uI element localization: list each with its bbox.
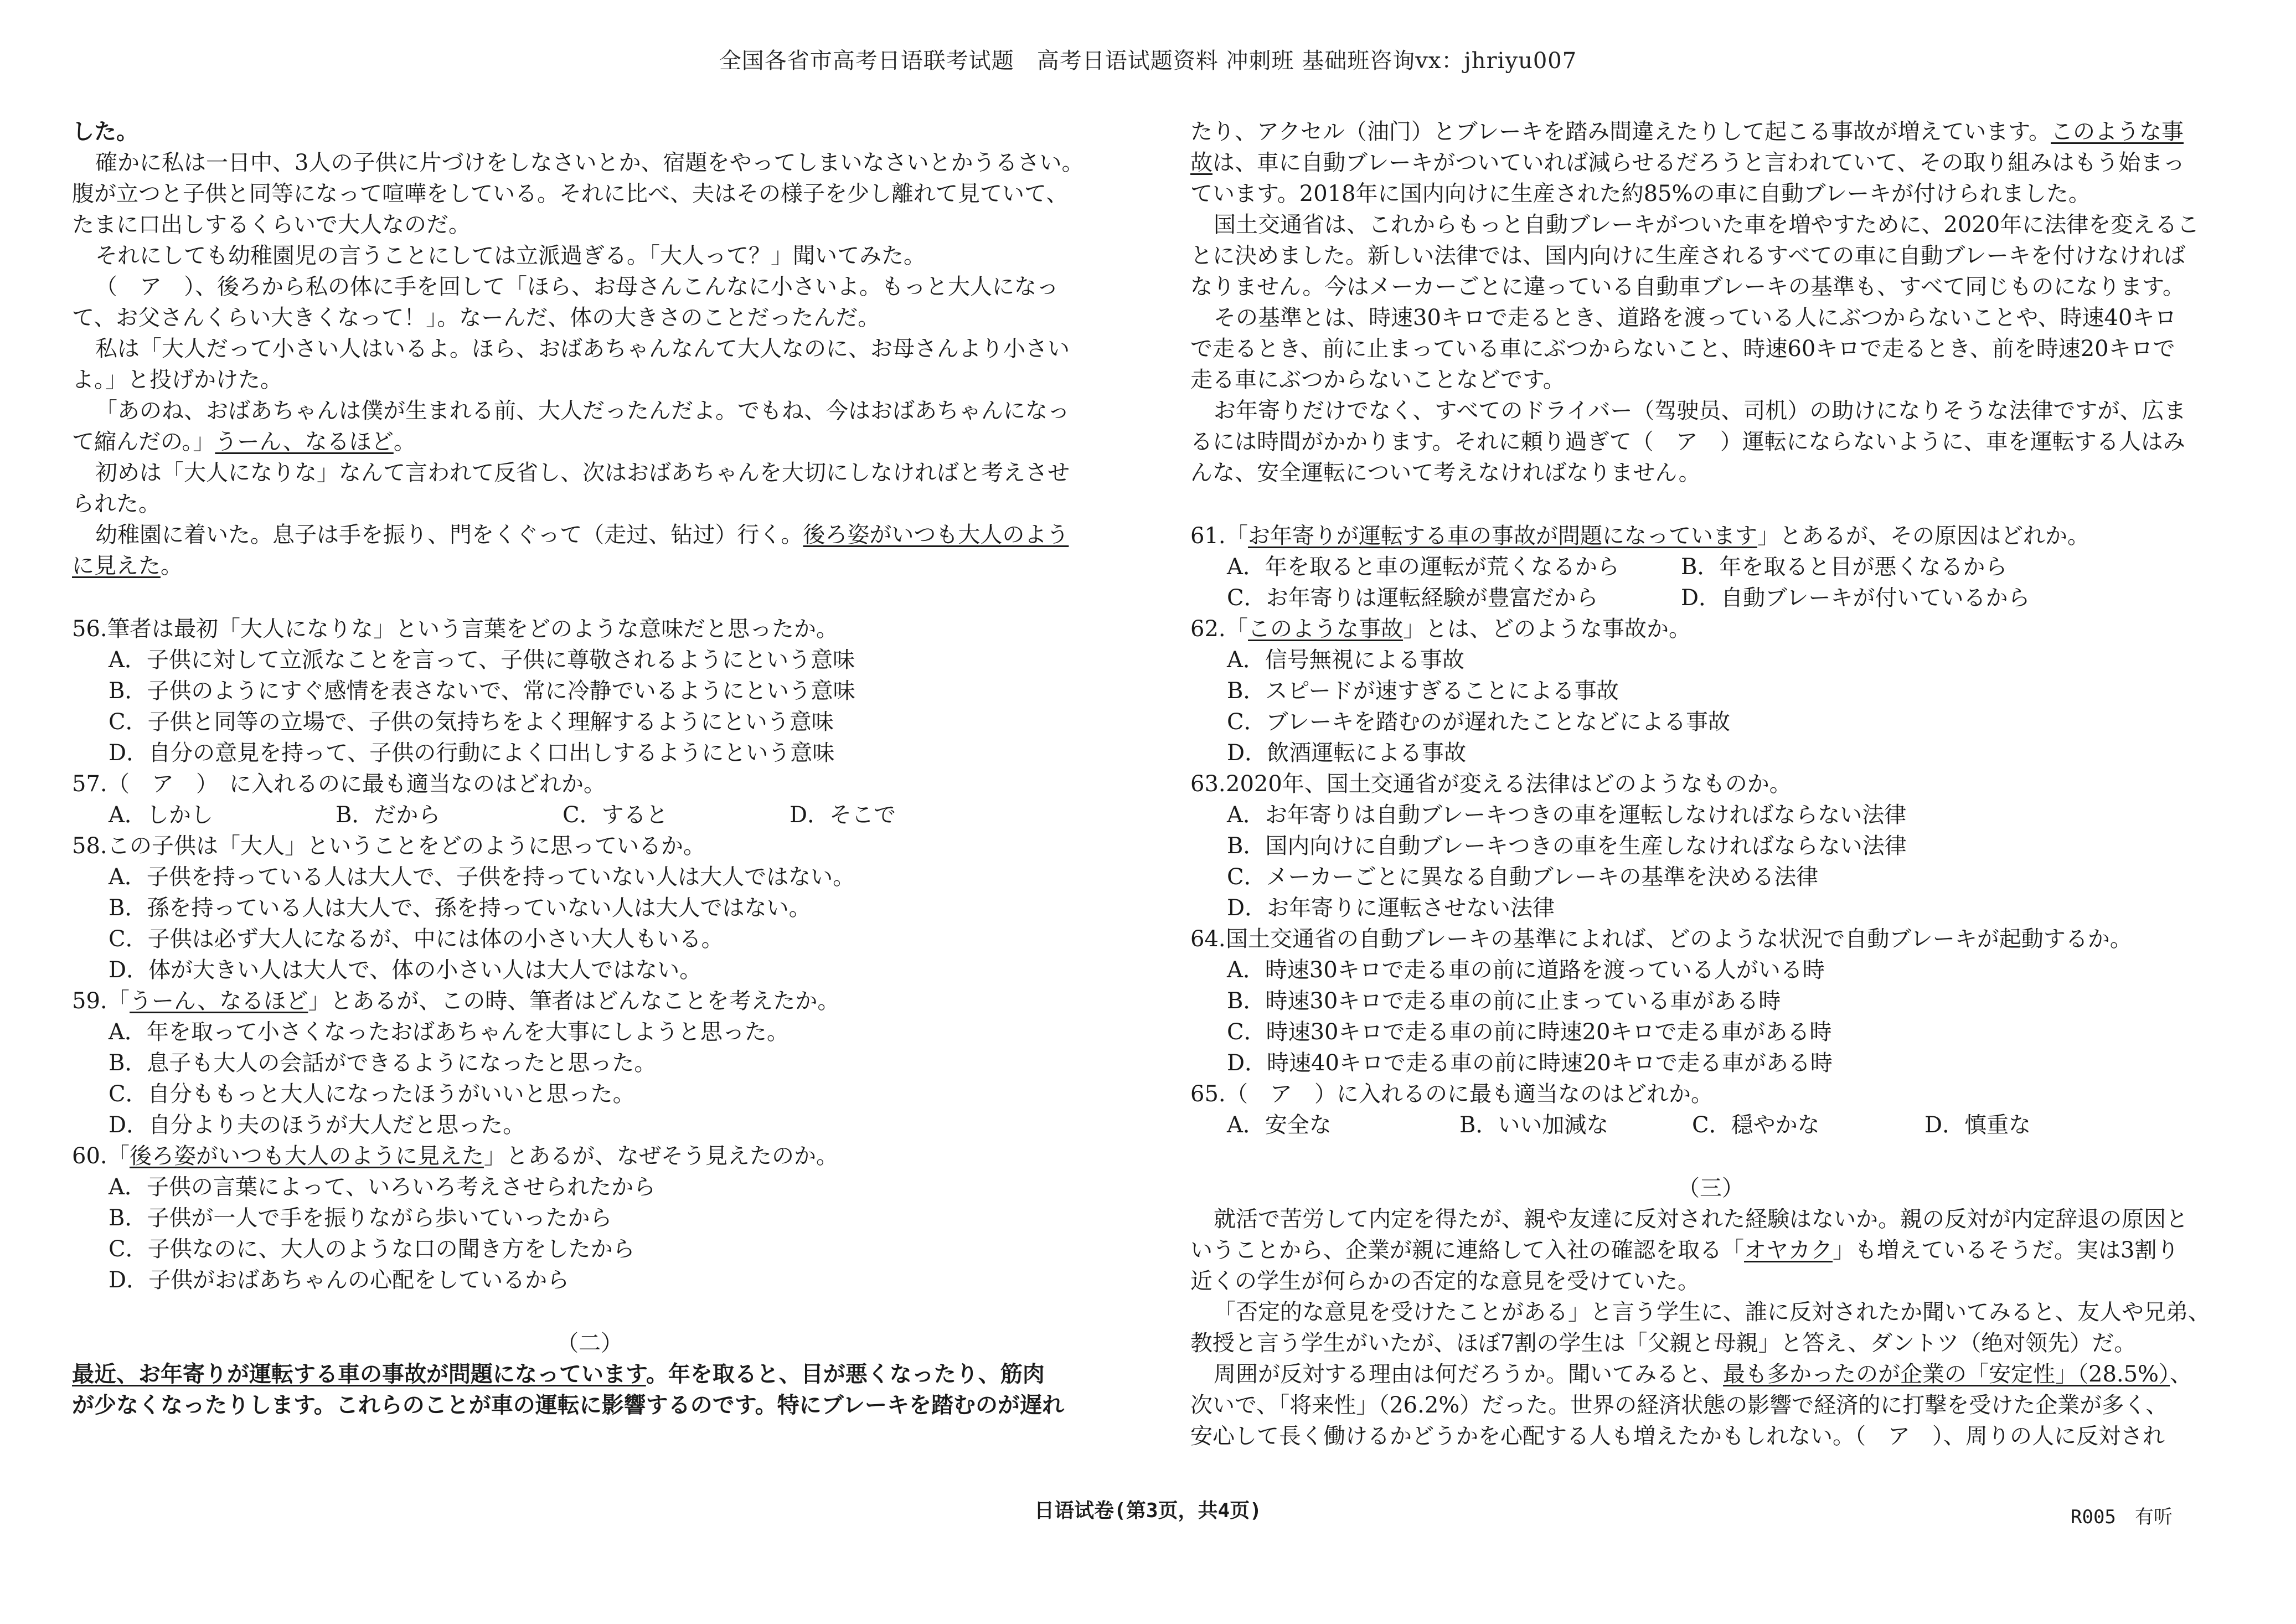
options-65 [1190,1110,2231,1141]
option: A．子供を持っている人は大人で、子供を持っていない人は大人ではない。 [109,864,855,890]
passage-line: 「あのね、おばあちゃんは僕が生まれる前、大人だったんだよ。でもね、今はおばあちゃんになっ [95,398,1070,424]
options-62 [1190,645,2231,769]
option: C．子供は必ず大人になるが、中には体の小さい大人もいる。 [109,926,724,952]
passage-line: 走る車にぶつからないことなどです。 [1190,367,1565,393]
question-text: （ ア ） に入れるのに最も適当なのはどれか。 [107,771,606,797]
question-63 [1190,769,2231,800]
underlined-phrase: このような事 [2051,119,2184,145]
passage-line: で走るとき、前に止まっている車にぶつからないこと、時速60キロで走るとき、前を時速20キロで [1190,336,2175,362]
question-number: 60. [72,1143,107,1169]
question-text: 」とあるが、その原因はどれか。 [1757,523,2089,549]
question-text: （ ア ）に入れるのに最も適当なのはどれか。 [1226,1081,1713,1107]
question-text: 「 [107,1143,130,1169]
passage-line [72,426,1107,457]
passage-text: いうことから、企業が親に連絡して入社の確認を取る「 [1190,1238,1744,1263]
passage-text: て縮んだの。」 [72,429,215,455]
option: D．自分の意見を持って、子供の行動によく口出しするようにという意味 [109,740,835,766]
option: C．お年寄りは運転経験が豊富だから [1227,585,1598,611]
question-57 [72,769,1107,800]
option: D．自動ブレーキが付いているから [1681,585,2030,611]
option: A．時速30キロで走る車の前に道路を渡っている人がいる時 [1227,957,1825,983]
question-61 [1190,520,2231,551]
passage-line: 「否定的な意見を受けたことがある」と言う学生に、誰に反対されたか聞いてみると、友人や兄弟、 [1214,1300,2210,1325]
option: B．子供が一人で手を振りながら歩いていったから [109,1205,612,1231]
passage-line [72,519,1107,550]
option: B．年を取ると目が悪くなるから [1681,554,2008,580]
passage-text: 、 [2170,1362,2192,1387]
option: D．自分より夫のほうが大人だと思った。 [109,1112,525,1138]
passage-text: 。年を取ると、目が悪くなったり、筋肉 [646,1361,1045,1387]
question-65 [1190,1079,2231,1110]
passage-line: るには時間がかかります。それに頼り過ぎて（ ア ）運転にならないように、車を運転する人はみ [1190,429,2185,455]
option: B．いい加減な [1459,1112,1609,1138]
passage-line: それにしても幼稚園児の言うことにしては立派過ぎる。「大人って？」聞いてみた。 [95,243,926,269]
option: A．信号無視による事故 [1227,647,1464,673]
passage-line: 私は「大人だって小さい人はいるよ。ほら、おばあちゃんなんて大人なのに、お母さんより小さい [95,336,1070,362]
question-text: この子供は「大人」ということをどのように思っているか。 [107,833,705,859]
passage-line: 確かに私は一日中、3人の子供に片づけをしなさいとか、宿題をやってしまいなさいとかうるさい。 [95,150,1084,176]
question-text: 国土交通省の自動ブレーキの基準によれば、どのような状況で自動ブレーキが起動するか。 [1226,926,2132,952]
underlined-phrase: 後ろ姿がいつも大人のように見えた [130,1143,484,1169]
passage-line: 国土交通省は、これからもっと自動ブレーキがついた車を増やすために、2020年に法律を変えるこ [1214,212,2200,238]
question-text: 「 [1226,616,1248,642]
question-60 [72,1141,1107,1172]
passage-line: たまに口出しするくらいで大人なのだ。 [72,212,471,238]
passage-text: 。 [393,429,416,455]
page-footer-code: R005 有听 [2071,1506,2173,1528]
underlined-phrase: オヤカク [1744,1238,1833,1263]
options-59 [72,1017,1107,1141]
passage-line: が少なくなったりします。これらのことが車の運転に影響するのです。特にブレーキを踏むのが遅れ [72,1392,1064,1418]
question-number: 61. [1190,523,1226,549]
option: D．飲酒運転による事故 [1227,740,1467,766]
question-text: 筆者は最初「大人になりな」という言葉をどのような意味だと思ったか。 [107,616,838,642]
option: C．メーカーごとに異なる自動ブレーキの基準を決める法律 [1227,864,1819,890]
options-64 [1190,955,2231,1079]
options-63 [1190,800,2231,924]
option: A．子供に対して立派なことを言って、子供に尊敬されるようにという意味 [109,647,855,673]
question-text: 「 [1226,523,1248,549]
options-60 [72,1172,1107,1296]
underlined-phrase: 最近、お年寄りが運転する車の事故が問題になっています [72,1361,646,1387]
passage-line [1190,1235,2231,1266]
underlined-phrase: 最も多かったのが企業の「安定性」（28.5%） [1723,1362,2170,1387]
options-57 [72,800,1107,831]
question-number: 63. [1190,771,1226,797]
option: D．そこで [790,802,896,828]
passage-line: 近くの学生が何らかの否定的な意見を受けていた。 [1190,1269,1700,1294]
option: A．子供の言葉によって、いろいろ考えさせられたから [109,1174,656,1200]
option: A．年を取ると車の運転が荒くなるから [1227,554,1619,580]
passage-line: とに決めました。新しい法律では、国内向けに生産されるすべての車に自動ブレーキを付けなければ [1190,243,2186,269]
passage-line: よ。」と投げかけた。 [72,367,282,393]
passage-line: んな、安全運転について考えなければなりません。 [1190,460,1701,486]
passage-text: 。 [161,553,183,579]
passage-text: は、車に自動ブレーキがついていれば減らせるだろうと言われていて、その取り組みはもう始まっ [1213,150,2185,176]
underlined-phrase: 後ろ姿がいつも大人のよう [803,522,1069,548]
underlined-phrase: うーん、なるほど [215,429,394,455]
question-number: 62. [1190,616,1226,642]
option: B．だから [336,802,441,828]
passage-line: 腹が立つと子供と同等になって喧嘩をしている。それに比べ、夫はその様子を少し離れて見ていて、 [72,181,1069,207]
option: A．安全な [1227,1112,1332,1138]
option: B．時速30キロで走る車の前に止まっている車がある時 [1227,988,1781,1014]
underlined-phrase: うーん、なるほど [130,988,308,1014]
option: C．自分ももっと大人になったほうがいいと思った。 [109,1081,635,1107]
option: D．慎重な [1924,1112,2031,1138]
passage-line: 安心して長く働けるかどうかを心配する人も増えたかもしれない。（ ア ）、周りの人に反対され [1190,1424,2165,1449]
option: B．国内向けに自動ブレーキつきの車を生産しなければならない法律 [1227,833,1907,859]
option: B．息子も大人の会話ができるようになったと思った。 [109,1050,657,1076]
passage-line: なりません。今はメーカーごとに違っている自動車ブレーキの基準も、すべて同じものになります。 [1190,274,2185,300]
option: D．時速40キロで走る車の前に時速20キロで走る車がある時 [1227,1050,1833,1076]
passage-line: その基準とは、時速30キロで走るとき、道路を渡っている人にぶつからないことや、時速40キロ [1214,305,2177,331]
passage-line [72,550,1107,581]
passage-text: 」も増えているそうだ。実は3割り [1833,1238,2179,1263]
option: A．しかし [109,802,213,828]
page-footer: 日语试卷(第3页，共4页) [1034,1499,1262,1522]
passage-line: られた。 [72,491,161,517]
options-61-row1 [1190,551,2231,582]
question-58 [72,831,1107,862]
passage-line [1190,147,2231,178]
question-64 [1190,924,2231,955]
passage-line: した。 [72,118,138,145]
passage-line: ています。2018年に国内向けに生産された約85%の車に自動ブレーキが付けられました。 [1190,181,2091,207]
section-title: （二） [556,1331,623,1356]
question-59 [72,986,1107,1017]
passage-line [1190,1359,2231,1390]
options-56 [72,645,1107,769]
option: D．子供がおばあちゃんの心配をしているから [109,1267,570,1293]
passage-line [72,1359,1107,1390]
question-text: 「 [107,988,130,1014]
question-number: 56. [72,616,107,642]
option: C．穏やかな [1692,1112,1820,1138]
option: B．子供のようにすぐ感情を表さないで、常に冷静でいるようにという意味 [109,678,855,704]
option: D．体が大きい人は大人で、体の小さい人は大人ではない。 [109,957,702,983]
question-number: 58. [72,833,107,859]
option: C．子供と同等の立場で、子供の気持ちをよく理解するようにという意味 [109,709,834,735]
underlined-phrase: お年寄りが運転する車の事故が問題になっています [1248,523,1757,549]
underlined-phrase: 故 [1190,150,1213,176]
option: B．スピードが速すぎることによる事故 [1227,678,1619,704]
passage-line: 初めは「大人になりな」なんて言われて反省し、次はおばあちゃんを大切にしなければと考えさせ [95,460,1070,486]
left-column [72,116,1107,1421]
question-56 [72,613,1107,645]
underlined-phrase: に見えた [72,553,161,579]
passage-line [1190,116,2231,147]
option: D．お年寄りに運転させない法律 [1227,895,1555,921]
section-title: （三） [1678,1176,1744,1201]
question-number: 57. [72,771,107,797]
question-text: 2020年、国土交通省が変える法律はどのようなものか。 [1226,771,1792,797]
option: C．時速30キロで走る車の前に時速20キロで走る車がある時 [1227,1019,1832,1045]
passage-line: お年寄りだけでなく、すべてのドライバー（驾驶员、司机）の助けになりそうな法律ですが、広ま [1214,398,2186,424]
options-58 [72,862,1107,986]
options-61-row2 [1190,582,2231,613]
passage-line: 就活で苦労して内定を得たが、親や友達に反対された経験はないか。親の反対が内定辞退の原因と [1214,1207,2188,1232]
right-column [1190,116,2231,1452]
page-header: 全国各省市高考日语联考试题 高考日语试题资料 冲刺班 基础班咨询vx：jhriyu007 [719,48,1577,74]
option: C．すると [563,802,668,828]
passage-text: たり、アクセル（油门）とブレーキを踏み間違えたりして起こる事故が増えています。 [1190,119,2051,145]
passage-line: 教授と言う学生がいたが、ほぼ7割の学生は「父親と母親」と答え、ダントツ（绝对领先）だ。 [1190,1331,2137,1356]
option: A．年を取って小さくなったおばあちゃんを大事にしようと思った。 [109,1019,789,1045]
passage-text: 周囲が反対する理由は何だろうか。聞いてみると、 [1214,1362,1723,1387]
question-text: 」とは、どのような事故か。 [1403,616,1691,642]
question-number: 59. [72,988,107,1014]
option: A．お年寄りは自動ブレーキつきの車を運転しなければならない法律 [1227,802,1907,828]
passage-line: （ ア ）、後ろから私の体に手を回して「ほら、お母さんこんなに小さいよ。もっと大人になっ [95,274,1059,300]
question-number: 65. [1190,1081,1226,1107]
underlined-phrase: このような事故 [1248,616,1403,642]
option: B．孫を持っている人は大人で、孫を持っていない人は大人ではない。 [109,895,811,921]
passage-line: 次いで、「将来性」（26.2%）だった。世界の経済状態の影響で経済的に打撃を受けた企業が多く、 [1190,1393,2168,1418]
question-62 [1190,613,2231,645]
question-text: 」とあるが、なぜそう見えたのか。 [484,1143,838,1169]
option: C．子供なのに、大人のような口の聞き方をしたから [109,1236,635,1262]
option: C．ブレーキを踏むのが遅れたことなどによる事故 [1227,709,1731,735]
question-text: 」とあるが、この時、筆者はどんなことを考えたか。 [308,988,840,1014]
passage-line: て、お父さんくらい大きくなって！」。なーんだ、体の大きさのことだったんだ。 [72,305,880,331]
question-number: 64. [1190,926,1226,952]
passage-text: 幼稚園に着いた。息子は手を振り、門をくぐって（走过、钻过）行く。 [95,522,803,548]
